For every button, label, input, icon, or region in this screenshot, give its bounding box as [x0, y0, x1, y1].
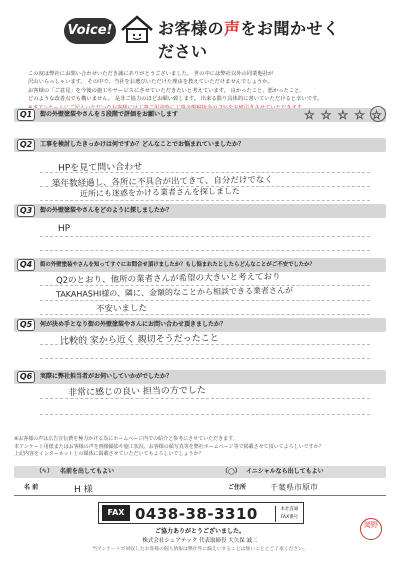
answer-q4-line1: Q2のとおり、他所の業者さんが希望の大きいと考えており	[55, 272, 281, 286]
star-icon[interactable]: ☆	[337, 108, 349, 122]
question-bar-q3	[14, 204, 386, 218]
name-label: 名 前	[24, 484, 39, 491]
initial-ok-option[interactable]: イニシャルなら出してもよい	[246, 468, 324, 475]
fax-box	[98, 502, 304, 524]
star-icon[interactable]: ☆	[371, 108, 382, 122]
question-bar-q2	[14, 138, 386, 152]
note-line: 上記内容をインターネット上の媒体に掲載させていただいてもよろしいでしょうか？	[14, 451, 204, 457]
question-text: 街の外壁塗装やさんを知ってすぐにお問合せ頂けましたか？もし悩まれたとしたらどんなことがご不安でしたか？	[40, 262, 315, 268]
answer-line	[40, 358, 370, 359]
answer-line	[40, 414, 370, 415]
privacy-footer: 当アンケートで回収したお客様の個人情報は弊社外に漏えいすることは無いこととご了承ください。	[92, 547, 308, 552]
star-icon[interactable]: ☆	[304, 108, 315, 122]
intro-line: お客様の「ご意見」を今後の施工やサービスにさせていただきたいと考えています。 良かったこと、悪かったこと、	[28, 87, 305, 94]
star-icon[interactable]: ☆	[320, 108, 332, 122]
page-title: お客様の声をお聞かせください	[158, 19, 340, 61]
answer-line	[40, 250, 370, 251]
house-icon	[120, 14, 154, 44]
question-number: Q1	[17, 109, 35, 121]
star-icon[interactable]: ☆	[354, 108, 366, 122]
answer-q2-line1: HPを見て問い合わせ	[57, 162, 143, 174]
fax-number: 0438-38-3310	[135, 505, 258, 523]
seal-stamp: 岡野	[360, 518, 382, 540]
answer-q3: HP	[57, 223, 71, 235]
fax-note: 本社直通 FAX番号	[275, 506, 303, 522]
question-text: 工事を検討したきっかけは何ですか？どんなことでお悩まれていましたか？	[40, 141, 245, 148]
intro-line: 沢山いらっしゃいます。 その中で、当社をお選びいただけた理由を教えていただけませんでしょうか。	[28, 79, 273, 86]
answer-q2-line3: 近所にも迷惑をかける業者さんを探しました	[79, 186, 241, 199]
question-number: Q5	[17, 319, 35, 331]
question-number: Q4	[17, 259, 35, 271]
intro-text	[28, 70, 372, 112]
answer-q5: 比較的 家から近く 親切そうだったこと	[59, 333, 219, 347]
answer-q2-line2: 築年数経過し、各所に不具合が出てきて、自分だけでなく	[51, 175, 273, 189]
question-bar-q1	[14, 108, 386, 122]
intro-line: どのような改善点でも構いません。 是非ご協力のほどお願い致します。 出来る限り具体的に書いていただけると幸いです。	[28, 96, 323, 103]
note-line: 本アンケート用紙またはお客様の声を画像撮影や施工状況、お客様の顔写真等を弊社ホームページ等で掲載させて頂いてよろしいですか？	[14, 443, 324, 450]
pencil-icon: ✎	[42, 468, 48, 475]
survey-header	[64, 12, 344, 61]
question-text: 何が決め手となり街の外壁塗装やさんにお問い合わせ頂きましたか？	[40, 321, 227, 328]
thanks-text: ご協力ありがとうございました。	[154, 528, 245, 535]
answer-q4-line2: TAKAHASHI様の、隣に、金額的なことから相談できる業者さんが	[55, 285, 293, 300]
fax-tag: FAX	[102, 505, 130, 521]
answer-q6: 非常に感じの良い 担当の方でした	[67, 385, 206, 399]
question-number: Q6	[17, 371, 35, 383]
address-value[interactable]: 千葉県市原市	[269, 482, 319, 493]
question-number: Q2	[17, 139, 35, 151]
answer-line	[40, 236, 370, 237]
question-text: 街の外壁塗装やさんを５段階で評価をお願いします	[40, 111, 179, 118]
name-row	[14, 480, 386, 496]
address-label: ご住所	[228, 484, 247, 491]
question-text: 街の外壁塗装やさんをどのように探しましたか？	[40, 207, 173, 214]
question-text: 実際に弊社担当者がお伺いしていかがでしたか？	[40, 373, 173, 380]
answer-line	[40, 300, 370, 301]
circle-icon: ◯	[228, 468, 235, 475]
name-ok-option[interactable]: 名前を出してもよい	[60, 468, 115, 475]
answer-line	[40, 200, 370, 201]
voice-badge: Voice!	[64, 18, 116, 44]
name-permission-bar: （✎） 名前を出してもよい （◯） イニシャルなら出してもよい	[14, 466, 386, 478]
selected-rating-circle	[370, 106, 386, 122]
name-value[interactable]: H 様	[73, 484, 93, 496]
answer-q4-line3: 不安いました	[95, 303, 148, 315]
question-bar-q4	[14, 258, 386, 272]
intro-line: この度は弊社にお問い合わせいただき誠にありがとうございました。 世の中には弊社以外の同業他社が	[28, 71, 274, 77]
question-number: Q3	[17, 205, 35, 217]
company-name: 株式会社シェアテック 代表取締役 大久保 誠二	[142, 538, 258, 544]
question-bar-q5	[14, 318, 386, 332]
answer-line	[40, 398, 370, 399]
note-line: ※お客様の声は広告宣伝費を極力かける為にホームページ内での紹介と参考にさせていただきます。	[14, 436, 238, 442]
answer-line	[40, 314, 370, 315]
